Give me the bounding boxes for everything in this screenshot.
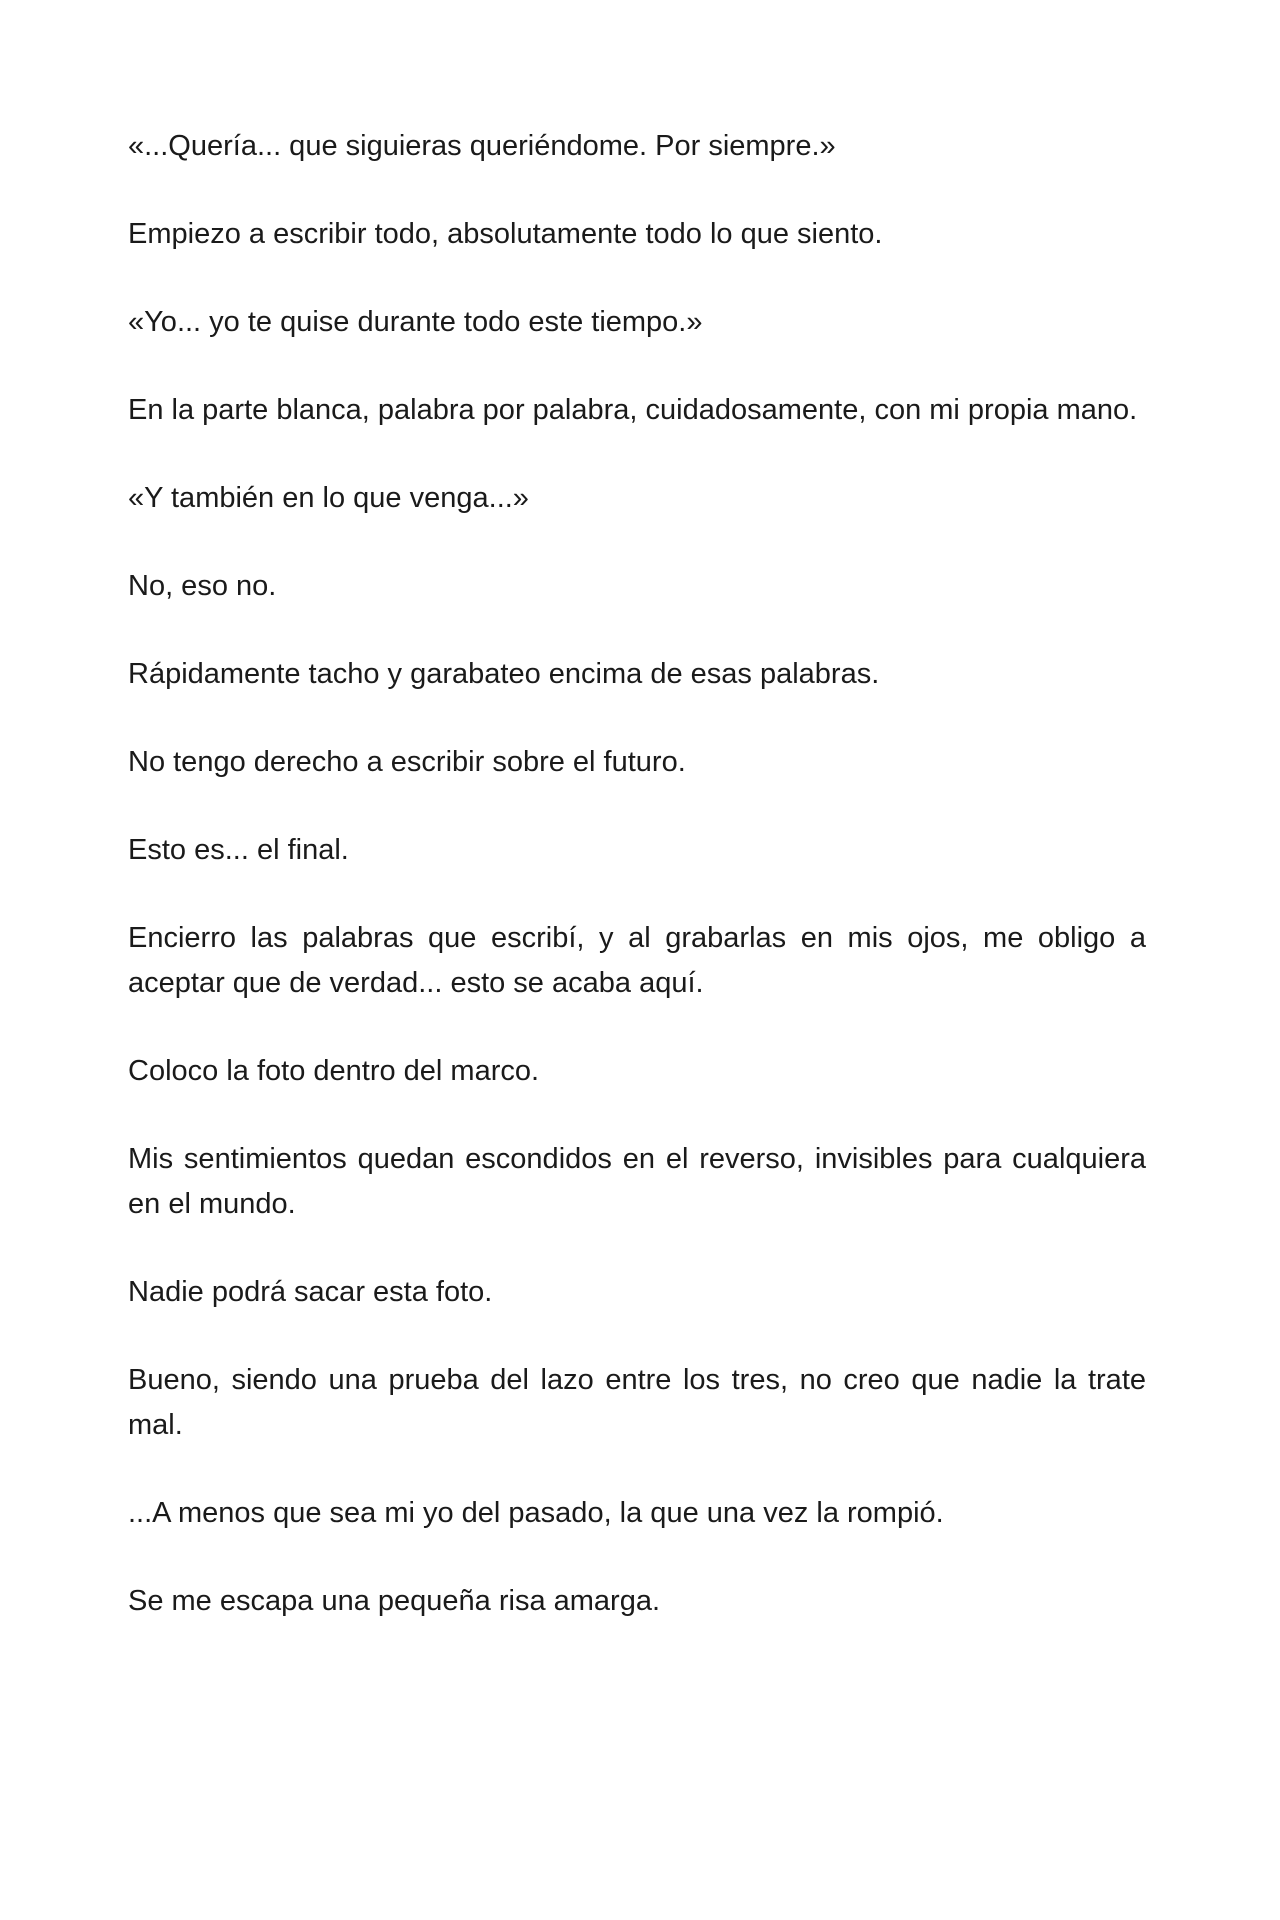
paragraph: En la parte blanca, palabra por palabra, cuidadosamente, con mi propia mano. bbox=[128, 394, 1138, 426]
paragraph: Coloco la foto dentro del marco. bbox=[128, 1055, 540, 1087]
paragraph: Se me escapa una pequeña risa amarga. bbox=[128, 1585, 661, 1617]
paragraph: Encierro las palabras que escribí, y al grabarlas en mis ojos, me obligo a aceptar que de verdad... esto se acaba aquí. bbox=[128, 922, 1146, 999]
paragraph: Empiezo a escribir todo, absolutamente todo lo que siento. bbox=[128, 218, 883, 250]
paragraph: No tengo derecho a escribir sobre el futuro. bbox=[128, 746, 686, 778]
body-text bbox=[128, 124, 1146, 1667]
paragraph: «...Quería... que siguieras queriéndome. Por siempre.» bbox=[128, 130, 836, 162]
paragraph: Esto es... el final. bbox=[128, 834, 349, 866]
paragraph: «Yo... yo te quise durante todo este tiempo.» bbox=[128, 306, 703, 338]
paragraph: «Y también en lo que venga...» bbox=[128, 482, 529, 514]
paragraph: Bueno, siendo una prueba del lazo entre los tres, no creo que nadie la trate mal. bbox=[128, 1364, 1146, 1441]
paragraph: Nadie podrá sacar esta foto. bbox=[128, 1276, 493, 1308]
paragraph: ...A menos que sea mi yo del pasado, la que una vez la rompió. bbox=[128, 1497, 944, 1529]
paragraph: Rápidamente tacho y garabateo encima de esas palabras. bbox=[128, 658, 880, 690]
paragraph: Mis sentimientos quedan escondidos en el reverso, invisibles para cualquiera en el mundo. bbox=[128, 1143, 1146, 1220]
paragraph: No, eso no. bbox=[128, 570, 277, 602]
